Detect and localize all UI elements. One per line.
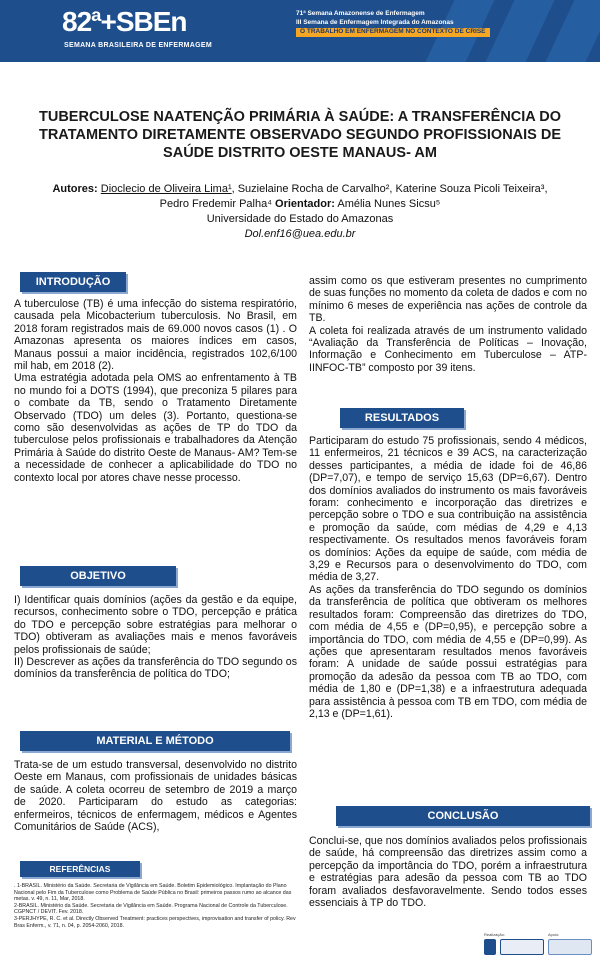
co-author-last: Pedro Fredemir Palha⁴	[159, 198, 272, 210]
section-introducao: INTRODUÇÃO	[20, 272, 126, 292]
author-email: Dol.enf16@uea.edu.br	[244, 228, 356, 240]
university: Universidade do Estado do Amazonas	[206, 213, 394, 225]
reference-item: . 1-BRASIL. Ministério da Saúde. Secretaria de Vigilância em Saúde. Boletim Epidemiológico. Implantação do Plano Nacional pelo Fim da Tuberculose como Problema de Saúde Pública no Brasil: primeiros passos rumo ao alcance das metas. v. 49, n. 11, Mar, 2018.	[14, 883, 292, 903]
uea-logo	[484, 939, 496, 955]
aben-logo	[500, 939, 544, 955]
conclusao-paragraph: Conclui-se, que nos domínios avaliados pelos profissionais de saúde, há compreensão das diretrizes assim como a percepção da importância do TDO, porém a infraestrutura e estratégias para adesão da pessoa com TB ao TDO foram avaliados desfavoravelmente. Sendo todos esses essenciais à TP do TDO.	[309, 835, 587, 910]
metodo-paragraph: A coleta foi realizada através de um instrumento validado “Avaliação da Transferência de Políticas – Inovação, Informação e Conhecimento em Tuberculose – ATP-IINFOC-TB” composto por 39 itens.	[309, 324, 587, 374]
advisor-name: Amélia Nunes Sicsu⁵	[337, 198, 441, 210]
conclusao-text	[309, 835, 587, 909]
resultados-paragraph: As ações da transferência do TDO segundo os domínios da transferência de política que obtiveram os melhores resultados foram: Compreensão das diretrizes do TDO, com média de 4,55 e (DP=0,95), e percepção sobre a importância do TDO, com média de 4,55 e (DP=0,99). As ações que apresentaram resultados menos favoráveis foram: A unidade de saúde possui estratégias para promoção da adesão da pessoa com TB ao TDO, com média de 1,80 e (DP=1,38) e a infraestrutura adequada para assistência à pessoa com TB em TDO, com média de 2,13 e (DP=1,61).	[309, 583, 587, 720]
event-line-2: III Semana de Enfermagem Integrada do Amazonas	[296, 18, 454, 26]
event-theme: O TRABALHO EM ENFERMAGEM NO CONTEXTO DE CRISE	[296, 28, 490, 37]
event-info	[296, 10, 596, 37]
event-logo: 82ª+SBEn	[62, 6, 187, 37]
resultados-paragraph: Participaram do estudo 75 profissionais, sendo 4 médicos, 11 enfermeiros, 21 técnicos e 39 ACS, na caracterização desses participantes, a média de idade foi de 46,86 (DP=7,07), e tempo de serviço 15,63 (DP=6,67). Dentro dos domínios avaliados do instrumento os mais favoráveis foram: conhecimento e incorporação das diretrizes e percepção sobre o TDO e sua contribuição na assistência e promoção da saúde, com médias de 4,29 e 4,13 respectivamente. Os resultados menos favoráveis foram os domínios: Ações da equipe de saúde, com média de 3,29 e Recursos para o desenvolvimento do TDO, com média de 3,27.	[309, 435, 587, 584]
first-author: Dioclecio de Oliveira Lima¹	[100, 183, 232, 195]
metodo-text	[14, 759, 297, 833]
section-material-metodo: MATERIAL E MÉTODO	[20, 731, 290, 751]
co-authors: , Suzielaine Rocha de Carvalho², Katerine Souza Picoli Teixeira³,	[231, 183, 548, 195]
intro-paragraph: Uma estratégia adotada pela OMS ao enfrentamento à TB no mundo foi a DOTS (1994), que preconiza 5 pilares para o combate da TB, sendo o Tratamento Diretamente Observado (TDO) um deles (3). Portanto, questiona-se como são desenvolvidas as ações de TP do TDO da tuberculose pelos profissionais e trabalhadores da Atenção Primária à Saúde do distrito Oeste de Manaus- AM? Tem-se a necessidade de conhecer a aplicabilidade do TDO no contexto local por atores chave nesse processo.	[14, 372, 297, 484]
reference-item: 2-BRASIL. Ministério da Saúde. Secretaria de Vigilância em Saúde. Programa Nacional de Controle da Tuberculose. CGPNCT / DEVIT. Fev. 2018.	[14, 902, 288, 916]
section-conclusao: CONCLUSÃO	[336, 806, 590, 826]
authors-label: Autores:	[52, 183, 98, 195]
metodo-paragraph: Trata-se de um estudo transversal, desenvolvido no distrito Oeste em Manaus, com profissionais de unidades básicas de saúde. A coleta ocorreu de setembro de 2019 a março de 2020. Participaram do estudo as categorias: enfermeiros, técnicos de enfermagem, médicos e Agentes Comunitários de Saúde (ACS),	[14, 759, 297, 834]
metodo-continued	[309, 275, 587, 374]
metodo-paragraph: assim como os que estiveram presentes no cumprimento de suas funções no momento da coleta de dados e com no mínimo 6 meses de experiência nas ações de controle da TB.	[309, 275, 587, 325]
objetivo-paragraph: I) Identificar quais domínios (ações da gestão e da equipe, recursos, conhecimento sobre o TDO, percepção e prática do TDO e percepção sobre estratégias para melhorar o TDO) obtiveram as avaliações mais e menos favoráveis pelos profissionais de saúde;	[14, 594, 297, 656]
section-resultados: RESULTADOS	[340, 408, 464, 428]
resultados-text	[309, 435, 587, 720]
intro-text	[14, 298, 297, 484]
authors-block	[24, 182, 576, 242]
poster-title: TUBERCULOSE NAATENÇÃO PRIMÁRIA À SAÚDE: A TRANSFERÊNCIA DO TRATAMENTO DIRETAMENTE OBSERVADO SEGUNDO PROFISSIONAIS DE SAÚDE DISTRITO OESTE MANAUS- AM	[38, 109, 562, 161]
sponsor-logos	[482, 932, 594, 958]
objetivo-paragraph: II) Descrever as ações da transferência do TDO segundo os domínios da transferência de política do TDO;	[14, 656, 297, 681]
section-referencias: REFERÊNCIAS	[20, 861, 140, 877]
intro-paragraph: A tuberculose (TB) é uma infecção do sistema respiratório, causada pela Micobacterium tuberculosis. No Brasil, em 2018 foram registrados mais de 69.000 novos casos (1) . O Amazonas apresenta os maiores índices em casos, Manaus possui a maior incidência, registrados 102,6/100 mil hab, em 2018 (2).	[14, 298, 297, 373]
header-banner	[0, 0, 600, 62]
advisor-label: Orientador:	[275, 198, 335, 210]
support-logo	[548, 939, 592, 955]
sponsor-label: Realização:	[484, 932, 505, 937]
section-objetivo: OBJETIVO	[20, 566, 176, 586]
references-list	[14, 883, 297, 929]
event-line-1: 71ª Semana Amazonense de Enfermagem	[296, 10, 425, 17]
sponsor-label: Apoio:	[548, 932, 560, 937]
event-logo-subtitle: SEMANA BRASILEIRA DE ENFERMAGEM	[64, 42, 213, 49]
objetivo-text	[14, 594, 297, 681]
reference-item: 3-PERJHYPE, R. C. et al. Directly Observed Treatment: practices perspectives, improvisation and transfer of policy. Rev Bras Enferm., v. 71, n. 04, p. 2054-2060, 2018.	[14, 915, 296, 929]
